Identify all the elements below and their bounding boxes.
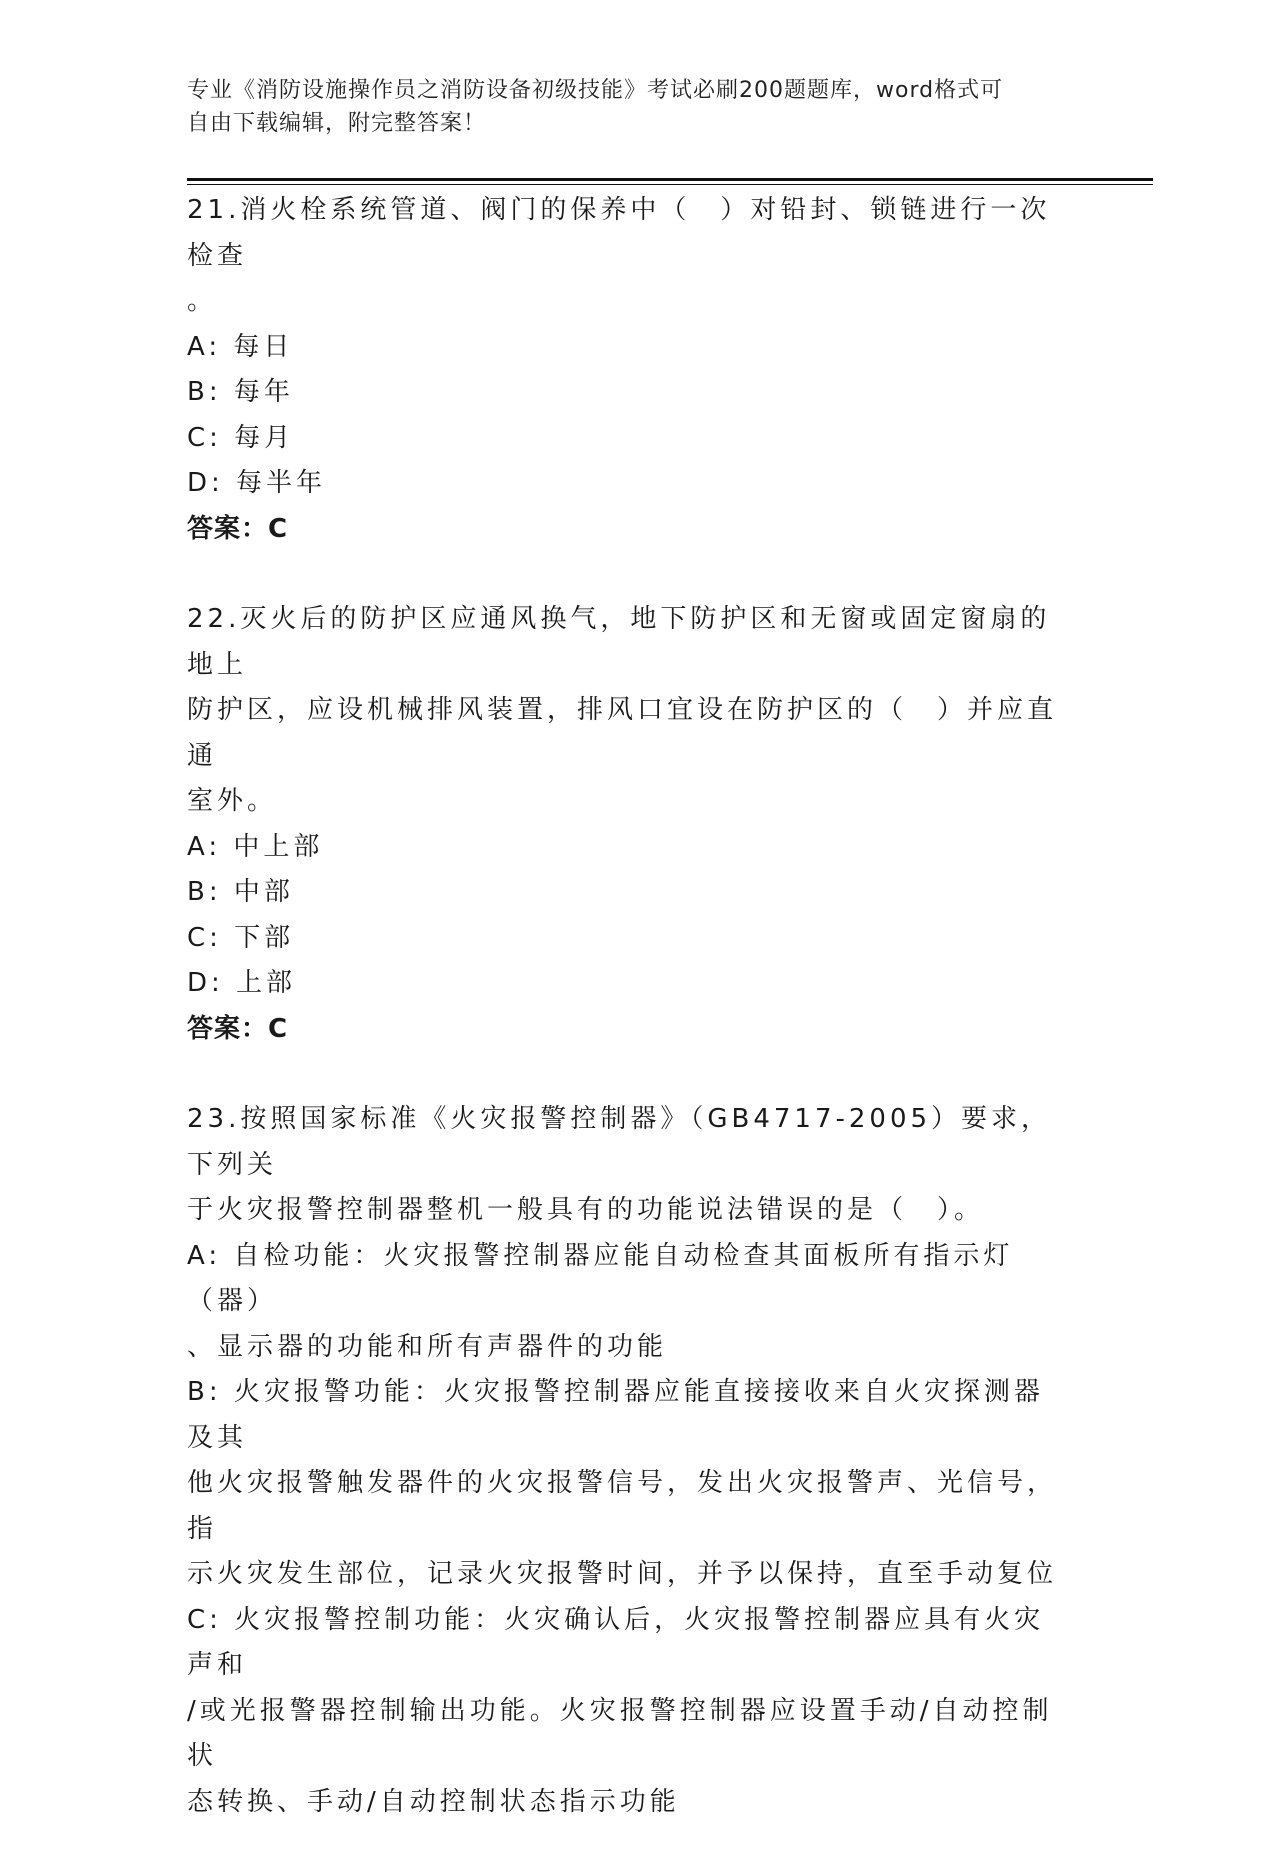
header-line: 自由下载编辑，附完整答案！: [187, 111, 487, 136]
option-b-continued: 示火灾发生部位，记录火灾报警时间，并予以保持，直至手动复位: [187, 1559, 1058, 1589]
question-stem-line: 防护区，应设机械排风装置，排风口宜设在防护区的（ ）并应直通: [187, 695, 1058, 771]
header-rule-thin: [187, 184, 1153, 185]
answer-line: 答案：C: [187, 1013, 289, 1044]
option-c: C: 每月: [187, 422, 295, 453]
question-stem-line: 。: [187, 286, 218, 316]
answer-line: 答案：C: [187, 513, 289, 544]
document-header: [187, 74, 1067, 140]
option-b: B: 中部: [187, 877, 294, 907]
header-rule-thick: [187, 178, 1153, 181]
question-list: [187, 188, 1067, 1870]
question-stem-line: 于火灾报警控制器整机一般具有的功能说法错误的是（ ）。: [187, 1195, 985, 1225]
question-23: [187, 1097, 1067, 1825]
option-d: D: 上部: [187, 968, 297, 998]
question-stem-line: 23.按照国家标准《火灾报警控制器》（GB4717-2005）要求，下列关: [187, 1104, 1052, 1180]
option-c-continued: 态转换、手动/自动控制状态指示功能: [187, 1786, 680, 1817]
option-c: C: 下部: [187, 922, 295, 953]
question-21: [187, 188, 1067, 552]
header-line: 专业《消防设施操作员之消防设备初级技能》考试必刷200题题库，word格式可: [187, 78, 1004, 103]
option-a: A: 自检功能：火灾报警控制器应能自动检查其面板所有指示灯（器）: [187, 1240, 1014, 1316]
option-c-continued: /或光报警器控制输出功能。火灾报警控制器应设置手动/自动控制状: [187, 1695, 1053, 1771]
option-b-continued: 他火灾报警触发器件的火灾报警信号，发出火灾报警声、光信号，指: [187, 1468, 1058, 1544]
question-stem-line: 室外。: [187, 786, 278, 816]
question-stem-line: 22.灭火后的防护区应通风换气，地下防护区和无窗或固定窗扇的地上: [187, 604, 1051, 680]
option-d: D: 每半年: [187, 468, 327, 498]
option-a: A: 每日: [187, 331, 294, 362]
option-b: B: 火灾报警功能：火灾报警控制器应能直接接收来自火灾探测器及其: [187, 1377, 1044, 1453]
option-a: A: 中上部: [187, 831, 324, 862]
option-c: C: 火灾报警控制功能：火灾确认后，火灾报警控制器应具有火灾声和: [187, 1604, 1045, 1680]
option-b: B: 每年: [187, 377, 294, 407]
question-stem-line: 21.消火栓系统管道、阀门的保养中（ ）对铅封、锁链进行一次检查: [187, 195, 1051, 271]
question-22: [187, 597, 1067, 1052]
option-a-continued: 、显示器的功能和所有声器件的功能: [187, 1331, 668, 1362]
